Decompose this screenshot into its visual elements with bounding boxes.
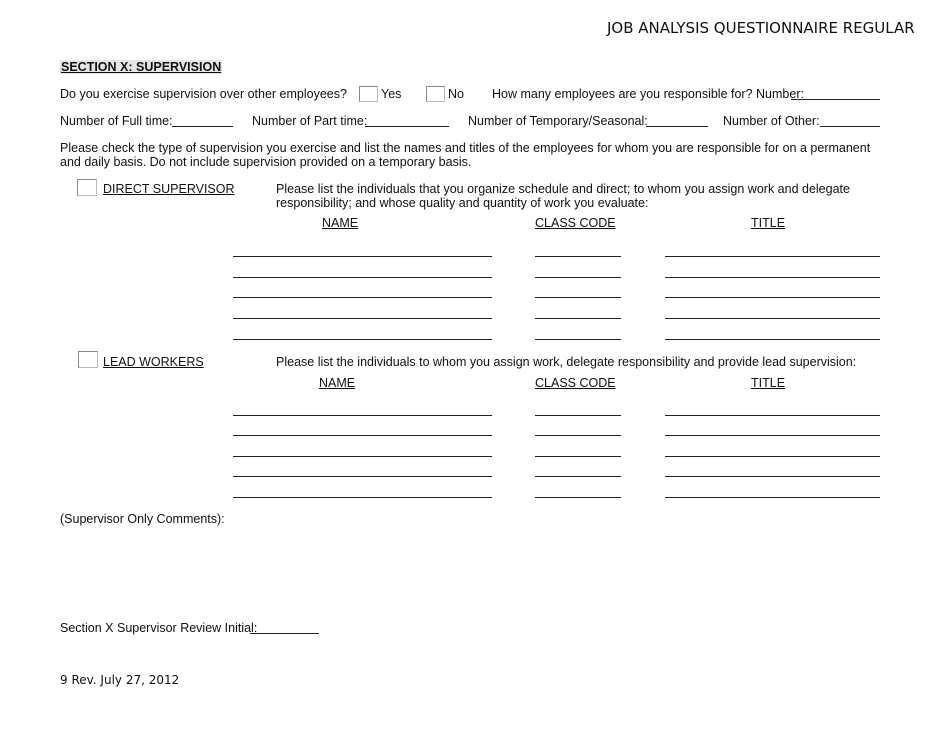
other-field[interactable] [820,126,880,127]
part-time-field[interactable] [365,126,449,127]
no-checkbox[interactable] [426,86,445,102]
temporary-field[interactable] [646,126,708,127]
direct-name-line[interactable] [233,339,492,340]
lead-title-line[interactable] [665,435,880,436]
review-initial-label: Section X Supervisor Review Initial: [60,621,258,635]
direct-col-title: TITLE [751,216,786,230]
lead-name-line[interactable] [233,435,492,436]
direct-class-code-line[interactable] [535,297,621,298]
direct-name-line[interactable] [233,277,492,278]
direct-name-line[interactable] [233,297,492,298]
direct-supervisor-description: Please list the individuals that you organize schedule and direct; to whom you assign work and delegate responsibility; and whose quality and quantity of work you evaluate: [276,182,850,210]
temporary-label: Number of Temporary/Seasonal: [468,114,648,128]
lead-class-code-line[interactable] [535,476,621,477]
lead-name-line[interactable] [233,456,492,457]
direct-class-code-line[interactable] [535,318,621,319]
lead-class-code-line[interactable] [535,435,621,436]
lead-col-title: TITLE [751,376,786,390]
part-time-label: Number of Part time: [252,114,368,128]
lead-name-line[interactable] [233,415,492,416]
supervision-question: Do you exercise supervision over other employees? [60,87,347,101]
other-label: Number of Other: [723,114,820,128]
how-many-field[interactable] [791,99,880,100]
lead-title-line[interactable] [665,456,880,457]
full-time-label: Number of Full time: [60,114,173,128]
yes-label: Yes [381,87,402,101]
lead-workers-label: LEAD WORKERS [103,355,204,369]
direct-name-line[interactable] [233,256,492,257]
lead-class-code-line[interactable] [535,497,621,498]
lead-name-line[interactable] [233,476,492,477]
direct-col-class-code: CLASS CODE [535,216,616,230]
page-footer: 9 Rev. July 27, 2012 [60,673,180,687]
lead-name-line[interactable] [233,497,492,498]
direct-class-code-line[interactable] [535,277,621,278]
direct-title-line[interactable] [665,297,880,298]
lead-title-line[interactable] [665,415,880,416]
lead-workers-description: Please list the individuals to whom you assign work, delegate responsibility and provide lead supervision: [276,355,857,369]
lead-col-name: NAME [319,376,356,390]
direct-supervisor-checkbox[interactable] [77,179,97,196]
direct-class-code-line[interactable] [535,256,621,257]
lead-col-class-code: CLASS CODE [535,376,616,390]
yes-checkbox[interactable] [359,86,378,102]
lead-workers-checkbox[interactable] [78,351,98,368]
document-title: JOB ANALYSIS QUESTIONNAIRE REGULAR [607,19,915,37]
direct-title-line[interactable] [665,256,880,257]
how-many-label: How many employees are you responsible for? Number: [492,87,804,101]
direct-supervisor-label: DIRECT SUPERVISOR [103,182,235,196]
lead-title-line[interactable] [665,476,880,477]
direct-title-line[interactable] [665,277,880,278]
instructions-text: Please check the type of supervision you exercise and list the names and titles of the employees for whom you are responsible for on a permanent and daily basis. Do not include supervision provided on a temporary basis. [60,141,871,169]
direct-title-line[interactable] [665,339,880,340]
full-time-field[interactable] [172,126,233,127]
direct-name-line[interactable] [233,318,492,319]
section-heading: SECTION X: SUPERVISION [61,60,222,74]
review-initial-field[interactable] [250,633,319,634]
supervisor-comments-label: (Supervisor Only Comments): [60,512,225,526]
supervisor-comments-area[interactable] [60,530,890,610]
lead-class-code-line[interactable] [535,415,621,416]
direct-class-code-line[interactable] [535,339,621,340]
direct-col-name: NAME [322,216,359,230]
no-label: No [448,87,464,101]
direct-title-line[interactable] [665,318,880,319]
lead-title-line[interactable] [665,497,880,498]
lead-class-code-line[interactable] [535,456,621,457]
